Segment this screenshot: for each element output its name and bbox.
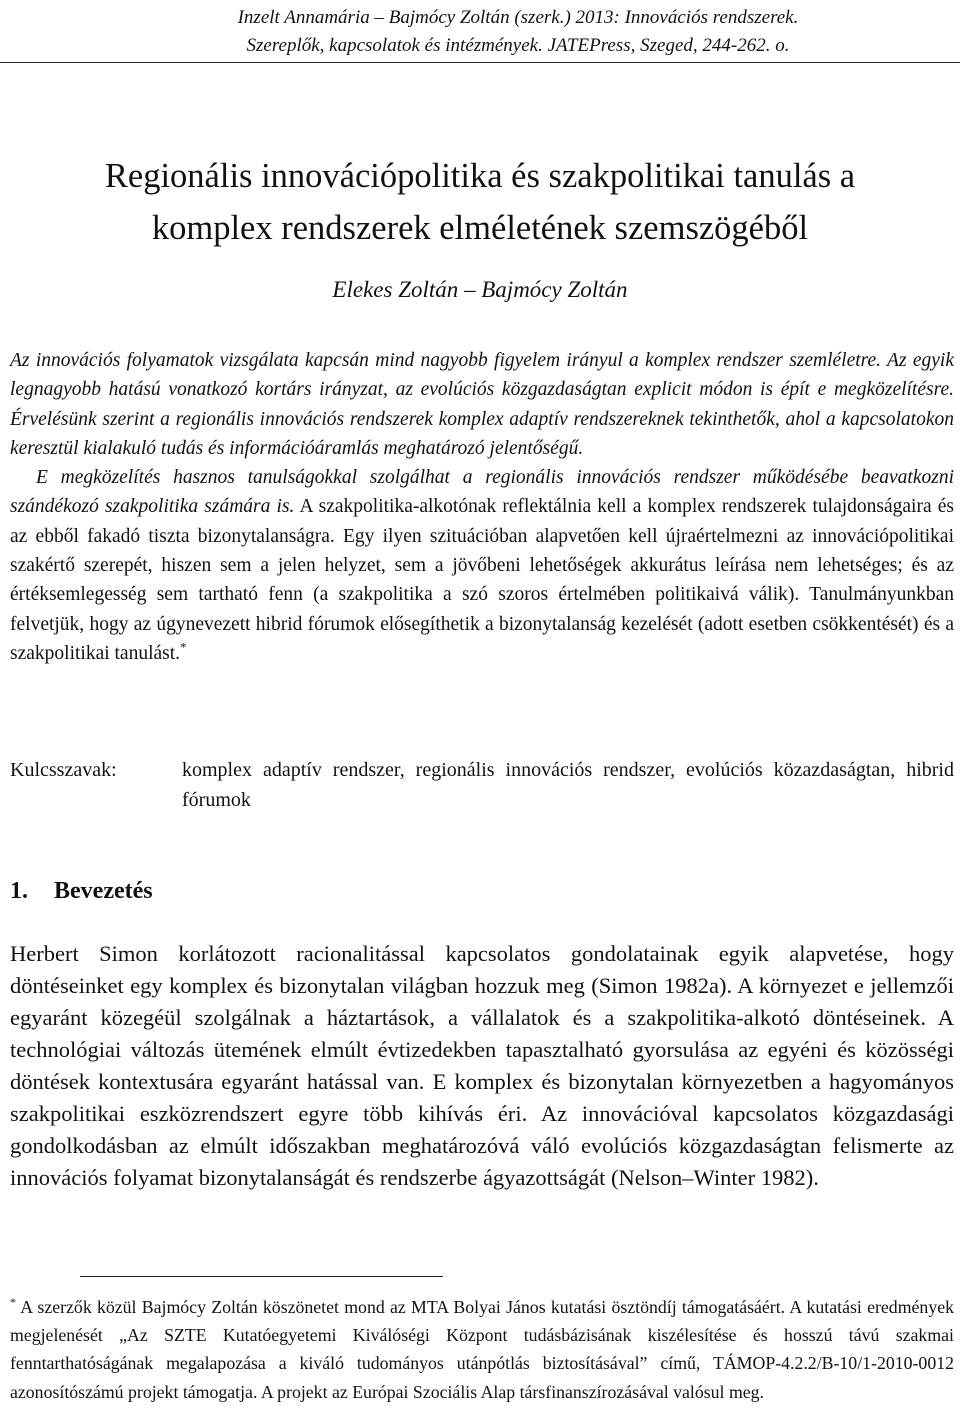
abstract-paragraph-1: Az innovációs folyamatok vizsgálata kapcsán mind nagyobb figyelem irányul a komplex rendszer szemléletre. Az egyik legnagyobb hatású vonatkozó kortárs irányzat, az evolúciós közgazdaságtan explicit módon is épít e megközelítésre. Érvelésünk szerint a regionális innovációs rendszerek komplex adaptív rendszereknek tekinthetők, ahol a kapcsolatokon keresztül kialakuló tudás és információáramlás meghatározó jelentőségű. bbox=[10, 350, 954, 459]
section-title: Bevezetés bbox=[54, 878, 153, 904]
abstract-paragraph-2-roman: A szakpolitika-alkotónak reflektálnia kell a komplex rendszerek tulajdonságaira és az ebből fakadó tiszta bizonytalanságra. Egy ilyen szituációban alapvetően kell újraértelmezni az innovációpolitikai szakértő szerepét, hiszen sem a jelen helyzet, sem a jövőbeni lehetőségek akkurátus leírása nem lehetséges; és az értéksemlegesség sem tartható fenn (a szakpolitika a szó szoros értelmében politikaivá válik). Tanulmányunkban felvetjük, hogy az úgynevezett hibrid fórumok elősegíthetik a bizonytalanság kezelését (adott esetben csökkentését) és a szakpolitikai tanulást. bbox=[10, 496, 954, 664]
citation-header bbox=[118, 4, 918, 60]
keywords-block bbox=[10, 755, 954, 815]
citation-line-2: Szereplők, kapcsolatok és intézmények. JATEPress, Szeged, 244-262. o. bbox=[246, 35, 790, 56]
body-paragraph: Herbert Simon korlátozott racionalitással kapcsolatos gondolatainak egyik alapvetése, hogy döntéseinket egy komplex és bizonytalan világban hozzuk meg (Simon 1982a). A környezet e jellemzői egyaránt közegéül szolgálnak a háztartások, a vállalatok és a szakpolitika-alkotó döntéseinek. A technológiai változás ütemének elmúlt évtizedekben tapasztalható gyorsulása az egyéni és közösségi döntések kontextusára egyaránt hatással van. E komplex és bizonytalan környezetben a hagyományos szakpolitikai eszközrendszert egyre több kihívás éri. Az innovációval kapcsolatos közgazdasági gondolkodásban az elmúlt időszakban meghatározóvá váló evolúciós közgazdaságtan felismerte az innovációs folyamat bizonytalanságát és rendszerbe ágyazottságát (Nelson–Winter 1982). bbox=[10, 941, 954, 1190]
keywords-text: komplex adaptív rendszer, regionális innovációs rendszer, evolúciós közazdaságtan, hibrid fórumok bbox=[182, 759, 954, 811]
abstract-paragraph-2 bbox=[10, 463, 954, 668]
footnote-text: A szerzők közül Bajmócy Zoltán köszönetet mond az MTA Bolyai János kutatási ösztöndíj támogatásáért. A kutatási eredmények megjelenését „Az SZTE Kutatóegyetemi Kiválóségi Központ tudásbázisának kiszélesítése és hosszú távú szakmai fenntarthatóságának megalapozása a kiváló tudományos utánpótlás biztosításával” című, TÁMOP-4.2.2/B-10/1-2010-0012 azonosítószámú projekt támogatja. A projekt az Európai Szociális Alap társfinanszírozásával valósul meg. bbox=[10, 1297, 954, 1402]
keywords-label: Kulcsszavak: bbox=[10, 759, 117, 781]
section-number: 1. bbox=[10, 878, 28, 904]
footnote bbox=[10, 1293, 954, 1406]
paper-title bbox=[10, 150, 950, 254]
footnote-divider bbox=[80, 1276, 443, 1277]
citation-line-1: Inzelt Annamária – Bajmócy Zoltán (szerk.) 2013: Innovációs rendszerek. bbox=[237, 7, 799, 28]
paper-title-line-1: Regionális innovációpolitika és szakpolitikai tanulás a bbox=[104, 157, 856, 195]
paper-title-line-2: komplex rendszerek elméletének szemszögéből bbox=[151, 209, 809, 247]
abstract bbox=[10, 346, 954, 668]
section-heading bbox=[10, 874, 153, 908]
abstract-paragraph-2-italic: E megközelítés hasznos tanulságokkal szolgálhat a regionális innovációs rendszer működésébe beavatkozni szándékozó szakpolitika számára is. bbox=[10, 467, 954, 518]
header-divider bbox=[0, 62, 960, 63]
footnote-mark: * bbox=[10, 1295, 16, 1310]
author-list: Elekes Zoltán – Bajmócy Zoltán bbox=[332, 277, 628, 302]
footnote-reference[interactable]: * bbox=[180, 639, 187, 655]
